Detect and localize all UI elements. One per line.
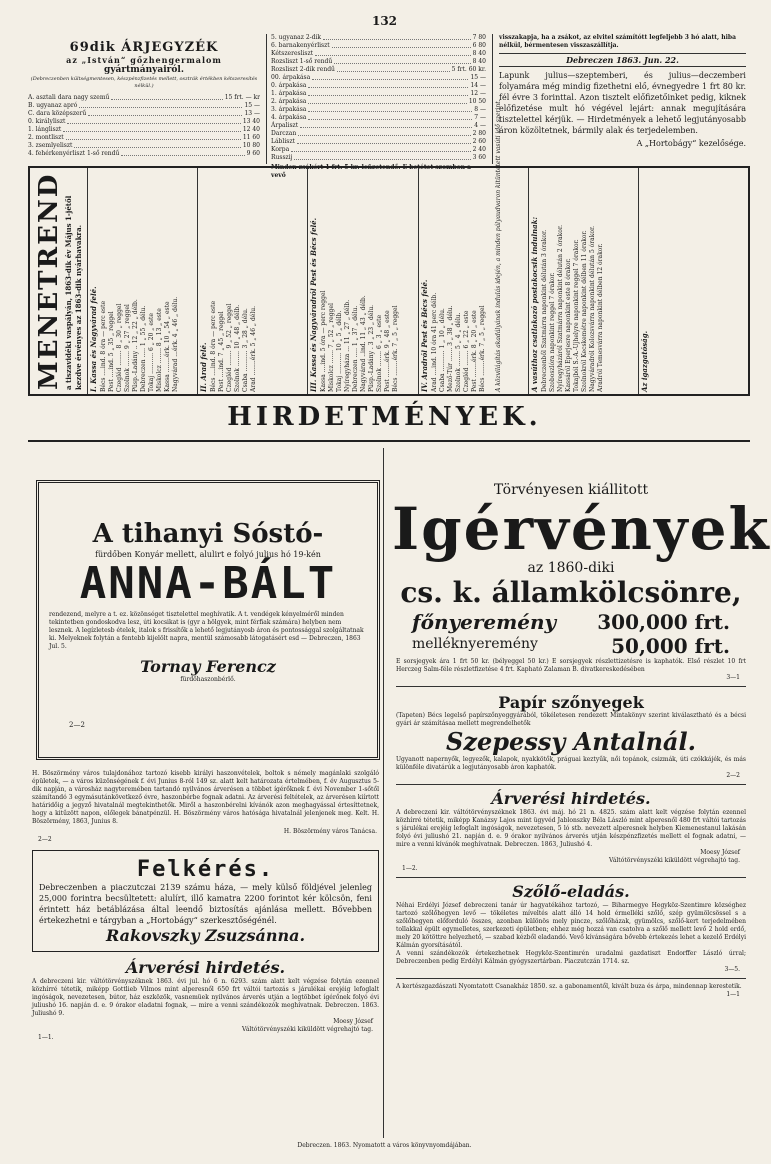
papir-title: Papír szőnyegek [498,693,644,712]
schedule-section-title: I. Kassa és Nagyvárad felé. [89,286,98,392]
leader-dots [291,146,470,152]
price-item-name: A. asztali dara nagy szemű [28,94,110,101]
arveres1-role: Váltótörvényszéki kiküldött végrehajtó tag. [242,1026,373,1033]
price-item-value: 8 40 [472,58,486,65]
boszormeny-num: 2—2 [38,836,52,843]
schedule-line: Püsp.-Ladány . 3 „ 23 „ délu. [368,304,376,392]
schedule-line: Nyíregyháza ... 11 „ 27 „ délb. [344,299,352,392]
leader-dots [111,94,222,100]
schedule-line: Bécs ....ind. 8 óra — perc este [100,300,107,392]
price-item-name: 4. árpakása [271,114,307,121]
schedule-line: Tokajból S.-A.-Ujhelyre naponkint reggel 7 órakor. [572,239,580,392]
anna-line3: ANNA-BÁLT [79,558,337,609]
schedule-line: Bécs ........érk. 7 „ 5 „ reggel [478,305,486,392]
price-item-value: 3 60 [472,154,486,161]
leader-dots [121,150,244,156]
leader-dots [315,50,471,56]
price-list-items-2 [271,34,486,162]
price-item-value: 13 — [244,110,260,117]
leader-dots [294,154,470,160]
price-item [271,66,486,74]
felkeres-signature: Rakovszky Zsuzsánna. [105,926,306,945]
price-item [271,114,486,122]
price-item-name: 1. lángliszt [28,126,62,133]
leader-dots [308,114,472,120]
separator [396,978,746,979]
schedule-line: Debreczen ..... 1 „ 55 „ délu. [140,305,147,392]
price-item [28,126,260,134]
divider [28,440,750,442]
price-list-column [28,34,260,164]
arveres1-num: 1—1. [38,1034,54,1041]
schedule-line: Nagyváradról Kolozsvárra naponkint délután 5 órakor. [588,225,596,392]
price-item-value: 4 — [474,122,486,129]
hortobagy-text1: visszakapja, ha a zsákot, az elvitel számítótt legfeljebb 3 hó alatt, hiba nélkül, bérmentesen visszaszállítja. [499,34,736,49]
price-item-name: Rozsliszt 2-dik rendű [271,66,335,73]
price-item-name: 00. árpakása [271,74,311,81]
arveres1-body: A debreczeni kir. váltótörvényszéknek 1863. évi jul. hó 6 n. 6293. szám alatt kelt végzése folytán ezennel közhírré tétetik, miképp Gottlieb Vilmos mint alperesnől 650 frt váltói tartozás s járulékai erejéig lefoglalt ingóságok, nevezetesen, bútor, ház eszközök, vasnemüek nyilvános árverés utján a legtöbbet ígérőnek folyó évi juliushó 16. napján d. e. 9 órakor eladatni fognak, — mire a venni szándékozók meghívatnak. Debreczen. 1863. Juliushó 9. [32,978,379,1017]
hortobagy-signature: A „Hortobágy“ kezelősége. [636,139,746,148]
price-list-title: 69dik ÁRJEGYZÉK [69,40,219,55]
price-item [28,94,260,102]
price-item-name: 0. árpakása [271,82,307,89]
boszormeny-body: H. Böszörmény város tulajdonához tartozó kisebb királyi haszonvételek, boltok s némely magánlaki szolgáló épületek, — a város küzönségének f. évi Junius 8-ról 149 sz. alatt kelt határozata értelmében, f. év Augusztus 5-dik napján, a városház nagyteremében tartandó nyilvános árverésen a többet ígérőknek f. évi November 1-sőtől számítandó 3 egymásutánkövetkező évre, haszonbérbe fognak adatni. Az árverési feltételek, az árverésen kiírtott határidőig a jegyző hivatalnál megtekinthetők. Miről a haszonbérelni kívánók azon meghagyással értesíttetnek, hogy a kitűzött napon, előlegek bánatpénzül. H. Böszörmény város hatósága hivatalnál jelenjenek meg. Kelt. H. Böszörmény, 1863, Junius 8. [32,770,379,825]
hortobagy-body: Lapunk julius—szeptemberi, és julius—deczemberi folyamára még mindig fizethetni elő, évnegyedre 1 frt 80 kr. fél évre 3 forinttal. Azon tisztelt előfizetőinket pedig, kiknek előfizetése mult hó végével lejárt: annak megujítására tisztelettel kérjük. — Hirdetmények a lehető legjutányosabb áron közöltetnek, bármily alak és terjedelemben. [499,71,746,135]
igervenyek-line3: az 1860-diki [527,560,615,576]
leader-dots [88,110,242,116]
schedule-line: Kassa ....ind. 5 óra — perc reggel [320,290,328,392]
schedule-title: MENETREND [34,172,64,390]
schedule-line: Szolnokról Kecskemétre naponkint délben 11 órakor. [580,230,588,392]
price-item-value: 8 40 [472,50,486,57]
price-item-name: Lábliszt [271,138,295,145]
schedule-line: Tokaj ........... 6 „ 20 „ este [148,313,155,392]
schedule-line: Nagyvárad ...érk. 4 „ 46 „ délu. [172,296,179,392]
schedule-section [88,168,198,394]
arveres1-signature: Moesy József [333,1018,373,1025]
anna-signature: Tornay Ferencz [140,657,276,676]
arveres2-role: Váltótörvényszéki kiküldött végrehajtó tag. [609,857,740,864]
price-item-name: 5. ugyanaz 2-dik [271,34,322,41]
schedule-line: Szoboszlóra naponkint reggel 7 órakor. [548,272,556,392]
schedule-line: Csaba ........... 1 „ 10 „ délu. [438,308,446,392]
arveres1-title: Árverési hirdetés. [125,958,286,977]
schedule-line: Kassáról Eperjesre naponkint este 8 órakor. [564,258,572,392]
igervenyek-line1: Törvényesen kiállitott [493,482,649,498]
price-item [271,98,486,106]
papir-body1: (Tapeten) Bécs legelső papírszőnyeggyárából, tökéletesen rendezett Mintakönyv szerint kiválasztható és a bécsi gyári ár számításaa mellett megrendelhetők [396,712,746,727]
schedule-line: Miskolcz ........ 8 „ 13 „ este [156,308,163,392]
separator [396,784,746,785]
schedule-line: Debreczenből Szatmárra naponkint délután 3 órakor. [540,229,548,392]
schedule-section-title: III. Kassa és Nagyváradról Pest és Bécs felé. [309,217,319,392]
arveres2-title: Árverési hirdetés. [491,789,651,808]
schedule-line: Pest ....ind. 7 „ 45 „ reggel [218,311,226,392]
price-item [28,102,260,110]
schedule-line: Szolnok ........ 9 „ 27 „ reggel [124,304,131,392]
schedule-line: Aradról Temesvárra naponkint délben 12 órakor. [596,243,604,392]
leader-dots [312,74,468,80]
anna-line1: A tihanyi Sóstó- [92,519,324,549]
szolo-signature: A venni szándékozók értekezhetnek Hegyköz-Szentimrén uradalmi gazdatiszt Endorffer László úrral; Debreczenben pedig Erdélyi Kálmán gyógyszertárban. Piaczutczán 1714. sz. [396,950,746,965]
papir-num: 2—2 [726,772,740,779]
leader-dots [308,106,472,112]
price-item-value: 10 50 [468,98,486,105]
leader-dots [308,90,468,96]
schedule-line: Bécs ....ind. 8 óra — perc este [210,300,218,392]
schedule-section [639,168,748,394]
leader-dots [337,66,450,72]
price-item [28,110,260,118]
leader-dots [308,82,468,88]
schedule-section-title: Az igazgatóság. [639,330,649,392]
price-item-value: 7 — [474,114,486,121]
papir-name: Szepessy Antalnál. [446,727,696,756]
price-item [271,106,486,114]
felkeres-title: Felkérés. [136,857,275,882]
schedule-section-title: IV. Aradról Pest és Bécs felé. [419,279,429,392]
price-item-value: 15 frt. — kr [224,94,260,101]
schedule-line: Bécs ........érk. 7 „ 5 „ reggel [392,305,400,392]
price-item [271,146,486,154]
szolo-title: Szőlő-eladás. [512,882,630,901]
schedule-line: Kassa ........érk. 10 „ 54 „ este [164,301,171,392]
schedule-line: Czegléd ........ 9 „ 52 „ reggel [226,303,234,392]
price-item-name: 2. árpakása [271,98,307,105]
leader-dots [67,118,240,124]
price-item-value: 15 — [470,74,486,81]
boszormeny-signature: H. Böszörmény város Tanácsa. [283,828,377,835]
price-item [271,154,486,162]
price-item-value: 2 80 [472,130,486,137]
price-item [28,142,260,150]
szolo-num: 3—5. [724,966,740,973]
schedule-line: Csaba ........... 3 „ 28 „ délu. [242,308,250,392]
schedule-line: Pest ........érk. 9 „ 48 „ este [384,310,392,392]
prize1-value: 300,000 frt. [597,610,730,634]
leader-dots [323,34,471,40]
schedule-line: Nyíregyházáról Szatmárra naponkint délután 2 órakor. [556,224,564,392]
schedule-section-title: A vasúthoz csatlakozó postakocsik indulnak: [529,216,539,392]
price-item [28,150,260,158]
schedule-sub1: a tiszavidéki vaspályán, 1863-dik év Május 1-jétől [64,195,73,390]
price-item-value: 12 — [470,90,486,97]
prize1-row [392,610,750,634]
leader-dots [74,142,240,148]
schedule-line: Pest ........érk. 8 „ 20 „ este [470,310,478,392]
price-item-value: 9 60 [246,150,260,157]
price-item [271,122,486,130]
price-item-value: 8 — [474,106,486,113]
ads-left-column [28,448,384,1138]
price-item-value: 14 — [470,82,486,89]
schedule-line: Czegléd ........ 6 „ 22 „ este [462,310,470,392]
price-item [271,58,486,66]
schedule-note: A közvilágítás akadályának indulás idején, a minden pályaudvaron kitüntetett vasúti idő szerint. [494,99,502,392]
page-number: 132 [371,14,398,28]
schedule-line: Szolnok ........ 6 „ 3 „ este [376,314,384,392]
footer: Debreczen. 1863. Nyomatott a város könyvnyomdájában. [297,1142,472,1149]
schedule-line: Püsp.-Ladány .. 12 „ 22 „ délb. [132,299,139,392]
schedule-line: Miskolcz ....... 7 „ 52 „ reggel [328,303,336,392]
igervenyek-line2: Igérvények [392,495,771,563]
price-item [271,82,486,90]
price-item [271,74,486,82]
prize2-row [392,634,750,658]
schedule-title-cell [30,168,88,394]
hortobagy-dateline: Debreczen 1863. Jun. 22. [499,53,746,67]
schedule-line: Pest ....ind. 5 „ 35 „ reggel [108,311,115,392]
hirdetmenyek-title: HIRDETMÉNYEK. [227,402,542,432]
igervenyek-line4: cs. k. államkölcsönre, [400,576,742,609]
schedule-section [529,168,639,394]
anna-role: fürdőhaszonbérlő. [180,676,236,683]
price-item-value: 10 80 [242,142,260,149]
top-row [28,34,750,179]
leader-dots [66,134,241,140]
szolo-body: Néhai Erdélyi József debreczeni tanár úr hagyatékához tartozó, — Biharmegye Hegyköz-Szentimre községhez tartozó szőlőhegyen levő — tökéletes míveltés alatt álló 14 hold érmelléki szőlő, szép gyümölcsössel s a szőlőhegyen előforduló összes, azonban különös mely pincze, szőlőházak, gyümölcs, szőlő-kert terjedelmében tollakkal épült egymelletes, szerkezeti épületben; ehhez még hozzá van csatolva a szőlő mellett levő 2 hold erdő, mely 20 kötöttre helyezhető, — szabad kézből eladandó. Vevő kívánságára bővebb értekezés lehet a kezelő Erdélyi Kálmán gyorsításától. [396,902,746,949]
price-item-value: 2 60 [472,138,486,145]
price-item-name: Rozsliszt 1-ső rendű [271,58,333,65]
ads-right-column [392,448,771,1138]
leader-dots [334,58,470,64]
kertesz-body: A kertészgazdászati Nyomtatott Csanakház 1850. sz. a gabonamentől, kivált buza és árpa, mindennap kerestetik. [396,983,742,990]
price-list-column-2 [266,34,486,179]
anna-line2: fürdőben Konyár mellett, alulirt e folyó julius hó 19-kén [95,550,321,559]
schedule-line: Mező-Túr ....... 3 „ 38 „ délu. [446,305,454,392]
schedule-section-title: II. Arad felé. [199,342,209,392]
price-list-note: (Debreczenben kültségmentesen, készpénzfizetés mellett, osztrák értékben kétszeresítés nélkül.) [30,76,258,89]
leader-dots [332,42,471,48]
price-item [271,50,486,58]
price-item-name: 2. montliszt [28,134,64,141]
schedule-line: Arad ....ind. 10 óra 41 perc délb. [430,292,438,392]
price-item-value: 7 80 [472,34,486,41]
felkeres-body: Debreczenben a piaczutczai 2139 számu háza, — mely külső földjével jelenleg 25,000 forintra becsültetett: alulírt, illő kamatra 2200 forintot kér kölcsön, feni érintett ház betáblázása által leendő biztosítás ajánlása mellett. Bővebben értekezhetni e tárgyban a „Hortobágy“ szerkesztőségénél. [39,883,372,925]
schedule-line: Nagyvárad ..ind. 11 „ 43 „ délb. [360,295,368,392]
price-item-name: 4. fehérkenyérliszt 1-ső rendű [28,150,120,157]
price-list-subtitle: az „István“ gőzhengermalom [66,55,222,65]
price-item [271,130,486,138]
price-list-items [28,94,260,158]
prize1-label: főnyeremény [412,610,557,634]
schedule-line: Szolnok ........ 10 „ 48 „ délb. [234,304,242,392]
price-item-name: Darczan [271,130,297,137]
leader-dots [308,98,466,104]
prize2-label: melléknyeremény [412,636,538,652]
price-item [271,42,486,50]
price-item [28,134,260,142]
igervenyek-body: E sorsjegyek ára 1 frt 50 kr. (bélyeggel 50 kr.) E sorsjegyek részlettizetésre is kaphatók. Első részlet 10 frt Herczeg Salm-féle részletfizetése 4 frt. Kapható Zalaman B. divatkereskedésében [396,658,746,673]
leader-dots [63,126,240,132]
anna-body: rendezend, melyre a t. ez. közönséget tisztelettel meghívatik. A t. vendégek kényelméről minden tekintetben gondoskodva lesz, úti kocsikat is (gyr a hölgyek, mint férfiak számára) helyben nem lesznek. A legízletesb ételek, italok s frissítők a lehető legjutányosb áron és pontossággal szolgáltatnak ki. Melyeknek folytán a fentebb kijelölt napra, mentül számosabb látogatásért esd — Debreczen, 1863 Jul. 5. [49,611,364,650]
separator [396,877,746,878]
felkeres-box [32,850,379,952]
schedule-section [198,168,308,394]
schedule-line: Debreczen ..... 1 „ 37 „ délu. [352,305,360,392]
price-item-name: 3. árpakása [271,106,307,113]
price-item-value: 13 40 [242,118,260,125]
schedule-section [308,168,418,394]
hortobagy-column [492,34,746,164]
price-item-value: 15 — [244,102,260,109]
price-item-name: 6. barnakenyérliszt [271,42,330,49]
kertesz-num: 1—1 [726,991,740,998]
anna-ball-ad [36,480,380,760]
leader-dots [79,102,242,108]
schedule-line: Czegléd ........ 8 „ 30 „ reggel [116,303,123,392]
anna-num: 2—2 [69,721,85,729]
price-item-name: Russzij [271,154,293,161]
price-item [271,34,486,42]
leader-dots [300,122,472,128]
papir-body2: Ugyanott napernyők, legyezők, kalapok, nyakkötők, práguai keztyűk, női topánok, csizmák, úti czókkájék, és más különféle divatárúk a legjutányosabb áron kaphatók. [396,756,746,771]
price-item-name: 3. zsemlyeliszt [28,142,73,149]
leader-dots [298,130,470,136]
price-item-value: 11 60 [242,134,260,141]
price-item-value: 12 40 [242,126,260,133]
leader-dots [297,138,471,144]
schedule-line: Arad ........érk. 5 „ 46 „ délu. [250,305,258,392]
price-item [271,138,486,146]
schedule-line: Szolnok ........ 5 „ 4 „ délu. [454,312,462,392]
price-item-name: 1. árpakása [271,90,307,97]
price-item-name: Árpaliszt [271,122,299,129]
arveres2-signature: Moesy József [700,849,740,856]
schedule-line: Tokaj ........... 10 „ 5 „ délb. [336,310,344,392]
price-list-footnote: Minden zsákért 1 frt. 5 kr. leñzetendő. E betétet szombon a vevő [271,164,471,179]
separator [396,686,746,687]
igervenyek-num: 3—1 [726,674,740,681]
price-item-value: 6 80 [472,42,486,49]
schedule-sub2: kezdve érvényes az 1863-dik nyárhavakra. [74,224,83,390]
price-item-value: 5 frt. 60 kr. [451,66,486,73]
prize2-value: 50,000 frt. [611,634,730,658]
price-list-subtitle2: gyártmányairól. [104,65,184,75]
price-item-name: C. dara középszerű [28,110,87,117]
price-item-name: 0. királyliszt [28,118,66,125]
arveres2-body: A debreczeni kir. váltótörvényszéknek 1863. évi máj. hó 21 n. 4825. szám alatt kelt végzése folytán ezennel közhírré tétetik, miképp Kanázsy Lajos mint ügyvéd Jablonszky Béla László mint alperesnől 480 frt váltói tartozás s járulékai erejéig lefoglalt ingóságok, nevezetesen, 5 ló stb. nevezett alperesnek helyben Kiemenestanul lakásán folyó évi juliushó 21. napján d. e. 9 órakor nyilvános árverés utján készpénzfizetés mellett el fognak adatni, — mire a venni kívánók meghívatnak. Debreczen. 1863, Juliushó 4. [396,809,746,848]
price-item-name: Korpa [271,146,290,153]
price-item [28,118,260,126]
price-item [271,90,486,98]
price-item-name: B. ugyanaz apró [28,102,78,109]
price-item-name: Kétszeresliszt [271,50,314,57]
price-item-value: 2 40 [472,146,486,153]
arveres2-num: 1—2. [402,865,418,872]
